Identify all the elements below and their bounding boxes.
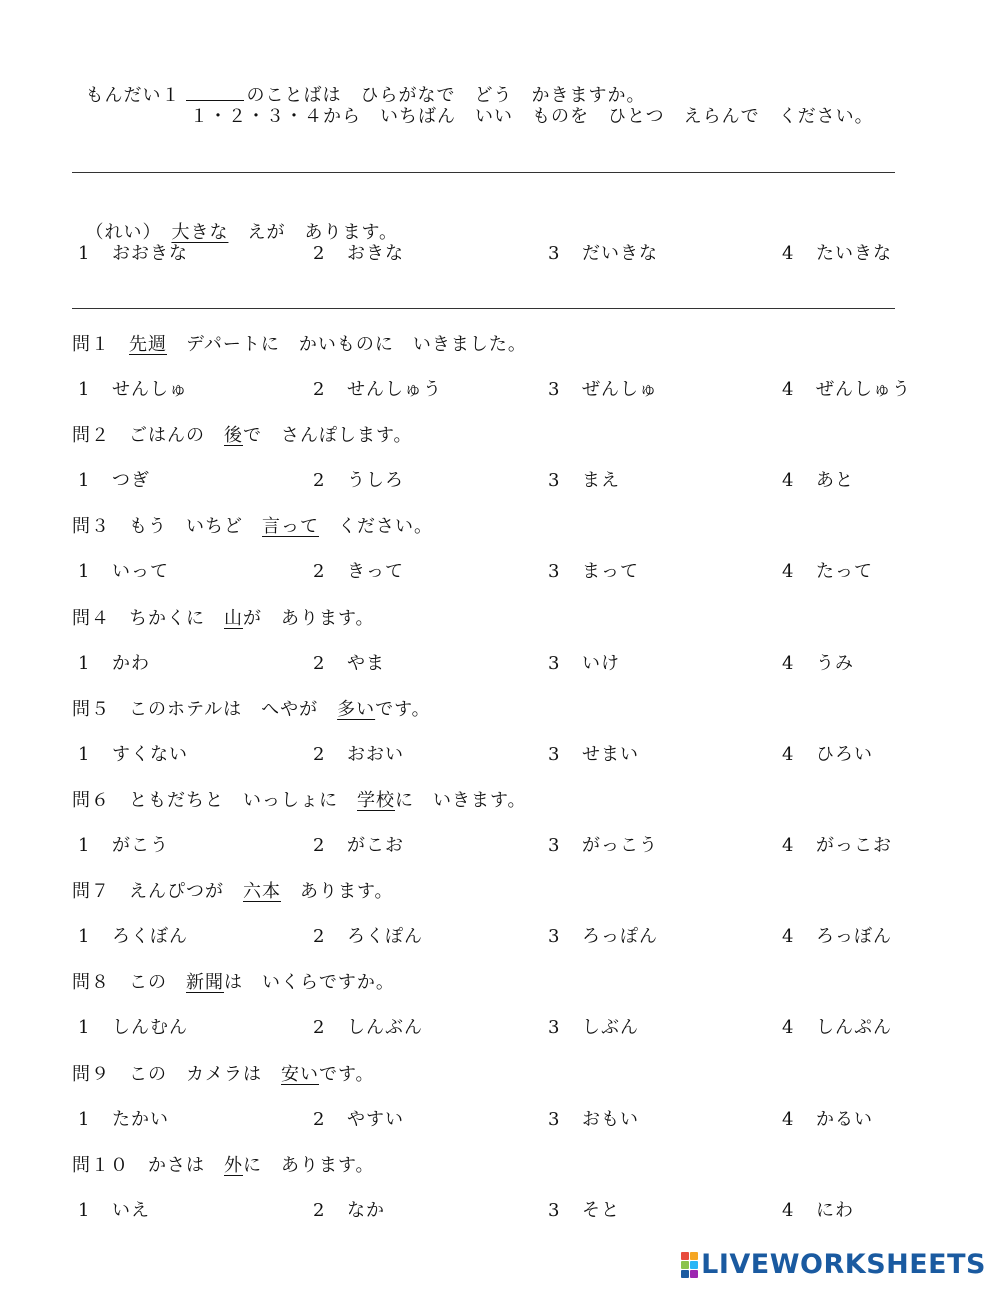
choice-number: 3 xyxy=(548,243,561,264)
logo-mark-square xyxy=(681,1261,689,1269)
question-2-choice-3[interactable] xyxy=(548,469,620,493)
choice-text: まって xyxy=(582,561,639,582)
choice-number: 1 xyxy=(78,1109,91,1130)
question-5-choice-4[interactable] xyxy=(782,743,873,767)
example-choice-1[interactable] xyxy=(78,242,188,266)
question-4 xyxy=(72,607,375,631)
question-9-choice-4[interactable] xyxy=(782,1108,873,1132)
question-1-choice-4[interactable] xyxy=(782,378,911,402)
question-1-choice-2[interactable] xyxy=(313,378,442,402)
choice-number: 1 xyxy=(78,1017,91,1038)
question-text-before xyxy=(110,334,129,355)
question-text-before: このホテルは へやが xyxy=(110,699,338,720)
choice-text: かわ xyxy=(112,653,150,674)
choice-text: そと xyxy=(582,1200,620,1221)
question-text-before: ちかくに xyxy=(110,608,224,629)
question-6-choice-3[interactable] xyxy=(548,834,658,858)
question-6-choice-1[interactable] xyxy=(78,834,169,858)
choice-number: 4 xyxy=(782,1109,795,1130)
question-7-choice-2[interactable] xyxy=(313,925,423,949)
question-underlined-word: 外 xyxy=(224,1155,243,1176)
choice-number: 2 xyxy=(313,744,326,765)
choice-text: おきな xyxy=(347,243,404,264)
question-label: 問６ xyxy=(72,790,110,811)
choice-text: やすい xyxy=(347,1109,404,1130)
question-2-choice-1[interactable] xyxy=(78,469,150,493)
logo-mark-square xyxy=(681,1252,689,1260)
choice-number: 1 xyxy=(78,379,91,400)
choice-text: なか xyxy=(347,1200,385,1221)
question-2 xyxy=(72,424,413,448)
choice-number: 2 xyxy=(313,243,326,264)
question-5-choice-1[interactable] xyxy=(78,743,188,767)
choice-text: つぎ xyxy=(112,470,150,491)
choice-text: すくない xyxy=(112,744,188,765)
choice-text: がこお xyxy=(347,835,404,856)
choice-text: おおい xyxy=(347,744,404,765)
instruction-text-1: のことばは ひらがなで どう かきますか。 xyxy=(246,85,646,106)
choice-text: ひろい xyxy=(816,744,873,765)
question-label: 問５ xyxy=(72,699,110,720)
choice-number: 4 xyxy=(782,561,795,582)
question-8-choice-3[interactable] xyxy=(548,1016,639,1040)
logo-mark-square xyxy=(681,1270,689,1278)
question-10-choice-1[interactable] xyxy=(78,1199,150,1223)
question-underlined-word: 後 xyxy=(224,425,243,446)
example-choice-2[interactable] xyxy=(313,242,404,266)
question-underlined-word: 先週 xyxy=(129,334,167,355)
choice-number: 1 xyxy=(78,653,91,674)
question-text-before: この カメラは xyxy=(110,1064,281,1085)
choice-text: ろっぽん xyxy=(582,926,658,947)
choice-number: 1 xyxy=(78,926,91,947)
choice-number: 2 xyxy=(313,835,326,856)
question-5-choice-2[interactable] xyxy=(313,743,404,767)
choice-text: たかい xyxy=(112,1109,169,1130)
choice-text: ろくぽん xyxy=(347,926,423,947)
question-6 xyxy=(72,789,527,813)
choice-number: 2 xyxy=(313,1200,326,1221)
choice-number: 1 xyxy=(78,1200,91,1221)
question-text-before: この xyxy=(110,972,186,993)
choice-number: 3 xyxy=(548,1017,561,1038)
question-label: 問８ xyxy=(72,972,110,993)
choice-number: 1 xyxy=(78,561,91,582)
question-label: 問１ xyxy=(72,334,110,355)
question-9-choice-3[interactable] xyxy=(548,1108,639,1132)
choice-text: しぶん xyxy=(582,1017,639,1038)
example-choice-4[interactable] xyxy=(782,242,892,266)
choice-number: 2 xyxy=(313,1017,326,1038)
choice-text: うみ xyxy=(816,653,854,674)
choice-text: しんぷん xyxy=(816,1017,892,1038)
question-7 xyxy=(72,880,394,904)
choice-number: 4 xyxy=(782,470,795,491)
choice-text: いって xyxy=(112,561,169,582)
logo-mark-square xyxy=(690,1270,698,1278)
logo-text: LIVEWORKSHEETS xyxy=(701,1249,986,1280)
liveworksheets-logo-icon xyxy=(681,1252,698,1278)
question-text-after: に あります。 xyxy=(243,1155,375,1176)
question-9-choice-2[interactable] xyxy=(313,1108,404,1132)
choice-text: ぜんしゅう xyxy=(816,379,911,400)
choice-number: 4 xyxy=(782,744,795,765)
question-3-choice-2[interactable] xyxy=(313,560,404,584)
question-9-choice-1[interactable] xyxy=(78,1108,169,1132)
question-8-choice-4[interactable] xyxy=(782,1016,892,1040)
instruction-line-1 xyxy=(72,60,645,108)
choice-text: がっこお xyxy=(816,835,892,856)
question-10-choice-4[interactable] xyxy=(782,1199,854,1223)
question-8-choice-2[interactable] xyxy=(313,1016,423,1040)
question-text-after: で さんぽします。 xyxy=(243,425,413,446)
choice-text: やま xyxy=(347,653,385,674)
choice-text: がっこう xyxy=(582,835,658,856)
choice-text: いえ xyxy=(112,1200,150,1221)
question-4-choice-1[interactable] xyxy=(78,652,150,676)
question-underlined-word: 山 xyxy=(224,608,243,629)
choice-number: 2 xyxy=(313,653,326,674)
question-7-choice-3[interactable] xyxy=(548,925,658,949)
question-2-choice-2[interactable] xyxy=(313,469,404,493)
question-text-after: に いきます。 xyxy=(395,790,527,811)
choice-number: 2 xyxy=(313,470,326,491)
divider-bottom xyxy=(72,308,895,309)
choice-number: 3 xyxy=(548,1109,561,1130)
choice-text: だいきな xyxy=(582,243,658,264)
question-text-after: です。 xyxy=(375,699,431,720)
question-label: 問７ xyxy=(72,881,110,902)
question-underlined-word: 六本 xyxy=(243,881,281,902)
question-10 xyxy=(72,1154,375,1178)
question-underlined-word: 学校 xyxy=(357,790,395,811)
choice-number: 4 xyxy=(782,1200,795,1221)
choice-number: 4 xyxy=(782,926,795,947)
question-text-before: ごはんの xyxy=(110,425,224,446)
choice-text: たって xyxy=(816,561,873,582)
choice-number: 3 xyxy=(548,379,561,400)
choice-text: いけ xyxy=(582,653,620,674)
choice-text: ぜんしゅ xyxy=(582,379,658,400)
question-4-choice-2[interactable] xyxy=(313,652,385,676)
choice-text: たいきな xyxy=(816,243,892,264)
choice-number: 3 xyxy=(548,653,561,674)
liveworksheets-logo xyxy=(681,1249,986,1280)
question-label: 問９ xyxy=(72,1064,110,1085)
choice-number: 4 xyxy=(782,1017,795,1038)
question-label: 問２ xyxy=(72,425,110,446)
question-7-choice-4[interactable] xyxy=(782,925,892,949)
choice-text: かるい xyxy=(816,1109,873,1130)
choice-text: あと xyxy=(816,470,854,491)
choice-text: にわ xyxy=(816,1200,854,1221)
choice-number: 1 xyxy=(78,744,91,765)
question-1 xyxy=(72,333,527,357)
choice-number: 4 xyxy=(782,835,795,856)
question-underlined-word: 言って xyxy=(262,516,319,537)
question-text-after: が あります。 xyxy=(243,608,375,629)
choice-text: せんしゅ xyxy=(112,379,188,400)
question-text-after: です。 xyxy=(319,1064,375,1085)
instruction-line-2: １・２・３・４から いちばん いい ものを ひとつ えらんで ください。 xyxy=(190,106,874,127)
question-6-choice-2[interactable] xyxy=(313,834,404,858)
example-underlined-word: 大きな xyxy=(171,222,229,243)
logo-mark-square xyxy=(690,1252,698,1260)
choice-text: きって xyxy=(347,561,404,582)
choice-text: うしろ xyxy=(347,470,404,491)
question-9 xyxy=(72,1063,375,1087)
choice-number: 4 xyxy=(782,243,795,264)
choice-text: おおきな xyxy=(112,243,188,264)
question-4-choice-4[interactable] xyxy=(782,652,854,676)
choice-number: 1 xyxy=(78,835,91,856)
choice-text: がこう xyxy=(112,835,169,856)
example-rest: えが あります。 xyxy=(228,222,399,243)
question-text-before: ともだちと いっしょに xyxy=(110,790,357,811)
question-text-after: あります。 xyxy=(281,881,394,902)
blank-underline xyxy=(186,84,244,101)
question-text-before: かさは xyxy=(129,1155,224,1176)
question-8-choice-1[interactable] xyxy=(78,1016,188,1040)
example-sentence xyxy=(72,197,398,245)
mondai-label: もんだい１ xyxy=(85,85,181,106)
choice-number: 4 xyxy=(782,379,795,400)
choice-number: 1 xyxy=(78,470,91,491)
choice-number: 3 xyxy=(548,1200,561,1221)
question-7-choice-1[interactable] xyxy=(78,925,188,949)
choice-number: 3 xyxy=(548,835,561,856)
question-3-choice-3[interactable] xyxy=(548,560,639,584)
question-text-before: もう いちど xyxy=(110,516,262,537)
question-5 xyxy=(72,698,431,722)
question-6-choice-4[interactable] xyxy=(782,834,892,858)
choice-text: しんむん xyxy=(112,1017,188,1038)
question-label: 問１０ xyxy=(72,1155,129,1176)
logo-mark-square xyxy=(690,1261,698,1269)
choice-number: 3 xyxy=(548,470,561,491)
choice-text: しんぶん xyxy=(347,1017,423,1038)
question-text-after: ください。 xyxy=(319,516,433,537)
question-text-after: デパートに かいものに いきました。 xyxy=(167,334,527,355)
choice-number: 1 xyxy=(78,243,91,264)
choice-number: 3 xyxy=(548,926,561,947)
question-underlined-word: 安い xyxy=(281,1064,319,1085)
choice-text: おもい xyxy=(582,1109,639,1130)
question-3-choice-1[interactable] xyxy=(78,560,169,584)
choice-text: ろくぼん xyxy=(112,926,188,947)
question-1-choice-1[interactable] xyxy=(78,378,188,402)
question-2-choice-4[interactable] xyxy=(782,469,854,493)
question-label: 問４ xyxy=(72,608,110,629)
example-choice-3[interactable] xyxy=(548,242,658,266)
question-3-choice-4[interactable] xyxy=(782,560,873,584)
choice-number: 3 xyxy=(548,561,561,582)
question-10-choice-3[interactable] xyxy=(548,1199,620,1223)
choice-text: せんしゅう xyxy=(347,379,442,400)
question-3 xyxy=(72,515,433,539)
question-1-choice-3[interactable] xyxy=(548,378,658,402)
choice-text: せまい xyxy=(582,744,639,765)
choice-text: ろっぼん xyxy=(816,926,892,947)
question-label: 問３ xyxy=(72,516,110,537)
choice-number: 2 xyxy=(313,926,326,947)
example-label: （れい） xyxy=(85,222,153,243)
question-4-choice-3[interactable] xyxy=(548,652,620,676)
choice-number: 2 xyxy=(313,561,326,582)
question-underlined-word: 多い xyxy=(337,699,376,720)
question-text-before: えんぴつが xyxy=(110,881,243,902)
choice-text: まえ xyxy=(582,470,620,491)
question-text-after: は いくらですか。 xyxy=(224,972,395,993)
choice-number: 2 xyxy=(313,1109,326,1130)
choice-number: 4 xyxy=(782,653,795,674)
question-underlined-word: 新聞 xyxy=(186,972,224,993)
question-8 xyxy=(72,971,395,995)
choice-number: 3 xyxy=(548,744,561,765)
question-5-choice-3[interactable] xyxy=(548,743,639,767)
question-10-choice-2[interactable] xyxy=(313,1199,385,1223)
choice-number: 2 xyxy=(313,379,326,400)
divider-top xyxy=(72,172,895,173)
